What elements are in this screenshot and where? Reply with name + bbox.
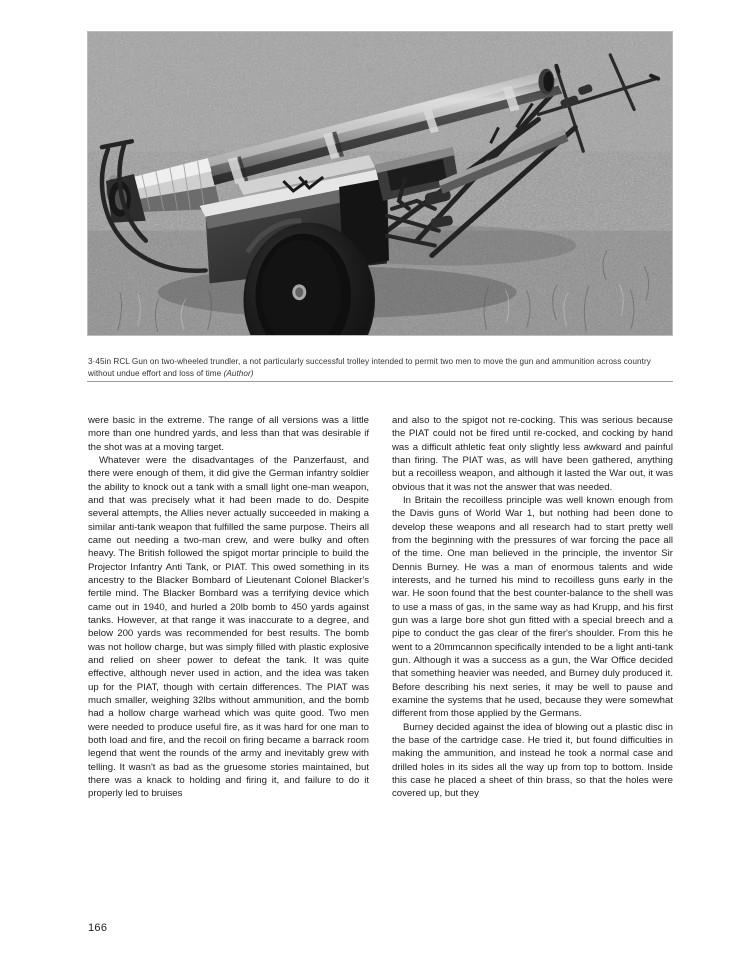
paragraph: Burney decided against the idea of blowing out a plastic disc in the base of the cartridge case. He tried it, but found difficulties in making the ammunition, and instead he took a normal case and drilled holes in its sides all the way up from top to bottom. Inside this case he placed a sheet of thin brass, so that the holes were covered up, but they — [392, 721, 673, 800]
caption-credit: (Author) — [223, 368, 254, 378]
figure-caption — [88, 356, 678, 379]
column-right — [392, 414, 673, 801]
body-columns — [0, 414, 734, 914]
caption-text: 3·45in RCL Gun on two-wheeled trundler, a not particularly successful trolley intended to permit two men to move the gun and ammunition across country without undue effort and loss of time — [88, 357, 651, 378]
figure-photograph — [87, 31, 673, 336]
paragraph: were basic in the extreme. The range of all versions was a little more than one hundred yards, and less than that was desirable if the shot was at a moving target. — [88, 415, 369, 453]
column-left — [88, 414, 369, 801]
page-number: 166 — [88, 922, 108, 934]
paragraph: In Britain the recoilless principle was well known enough from the Davis guns of World War 1, but nothing had been done to develop these weapons and all research had to start pretty well from the beginning with the pressures of war forcing the pace all of the time. One man believed in the principle, the inventor Sir Dennis Burney. He was a man of enormous talents and wide interests, and he turned his mind to recoilless guns early in the war. He soon found that the best counter-balance to the shell was to use a mass of gas, in the same way as had Krupp, and his first gun was a large bore shot gun fitted with a special breech and a pipe to conduct the gas clear of the firer's shoulder. From this he went to a 20mmcannon specifically intended to be a light anti-tank gun. Although it was a success as a gun, the War Office decided that something heavier was needed, and Burney duly produced it. Before describing his next series, it may be well to pause and examine the systems that he used, because they were somewhat different from those applied by the Germans. — [392, 494, 673, 720]
paragraph: and also to the spigot not re-cocking. This was serious because the PIAT could not be fired until re-cocked, and cocking by hand was a difficult athletic feat only slightly less awkward and painful than firing. The PIAT was, as will have been gathered, anything but a recoilless weapon, and although it lasted the War out, it was obvious that it was not the answer that was needed. — [392, 415, 673, 493]
paragraph: Whatever were the disadvantages of the Panzerfaust, and there were enough of them, it did give the German infantry soldier the ability to knock out a tank with a small light one-man weapon, and that was precisely what it had been made to do. Despite several attempts, the Allies never actually succeeded in making a similar anti-tank weapon that fulfilled the same purpose. Theirs all came out needing a two-man crew, and were bulky and often heavy. The British followed the spigot mortar principle to build the Projector Infantry Anti Tank, or PIAT. This owed something in its ancestry to the Blacker Bombard of Lieutenant Colonel Blacker's fertile mind. The Blacker Bombard was a terrifying device which came out in 1940, and hurled a 20lb bomb to 450 yards against tanks. However, at that range it was inaccurate to a degree, and below 200 yards was recommended for best results. The bomb was not hollow charge, but was simply filled with plastic explosive and relied on sheer power to defeat the tank. It was quite effective, although never used in action, and the idea was taken up for the PIAT, though with certain differences. The PIAT was much smaller, weighing 32lbs without ammunition, and the bomb had a hollow charge warhead which was quite good. Two men were needed to produce useful fire, as it was hard for one man to both load and fire, and the recoil on firing became a barrack room legend that went the rounds of the army and inevitably grew with telling. It wasn't as bad as the gruesome stories maintained, but there was a knack to holding and firing it, and failure to do it properly led to bruises — [88, 454, 369, 800]
caption-divider-rule — [87, 381, 673, 382]
rcl-gun-photo — [88, 32, 672, 335]
